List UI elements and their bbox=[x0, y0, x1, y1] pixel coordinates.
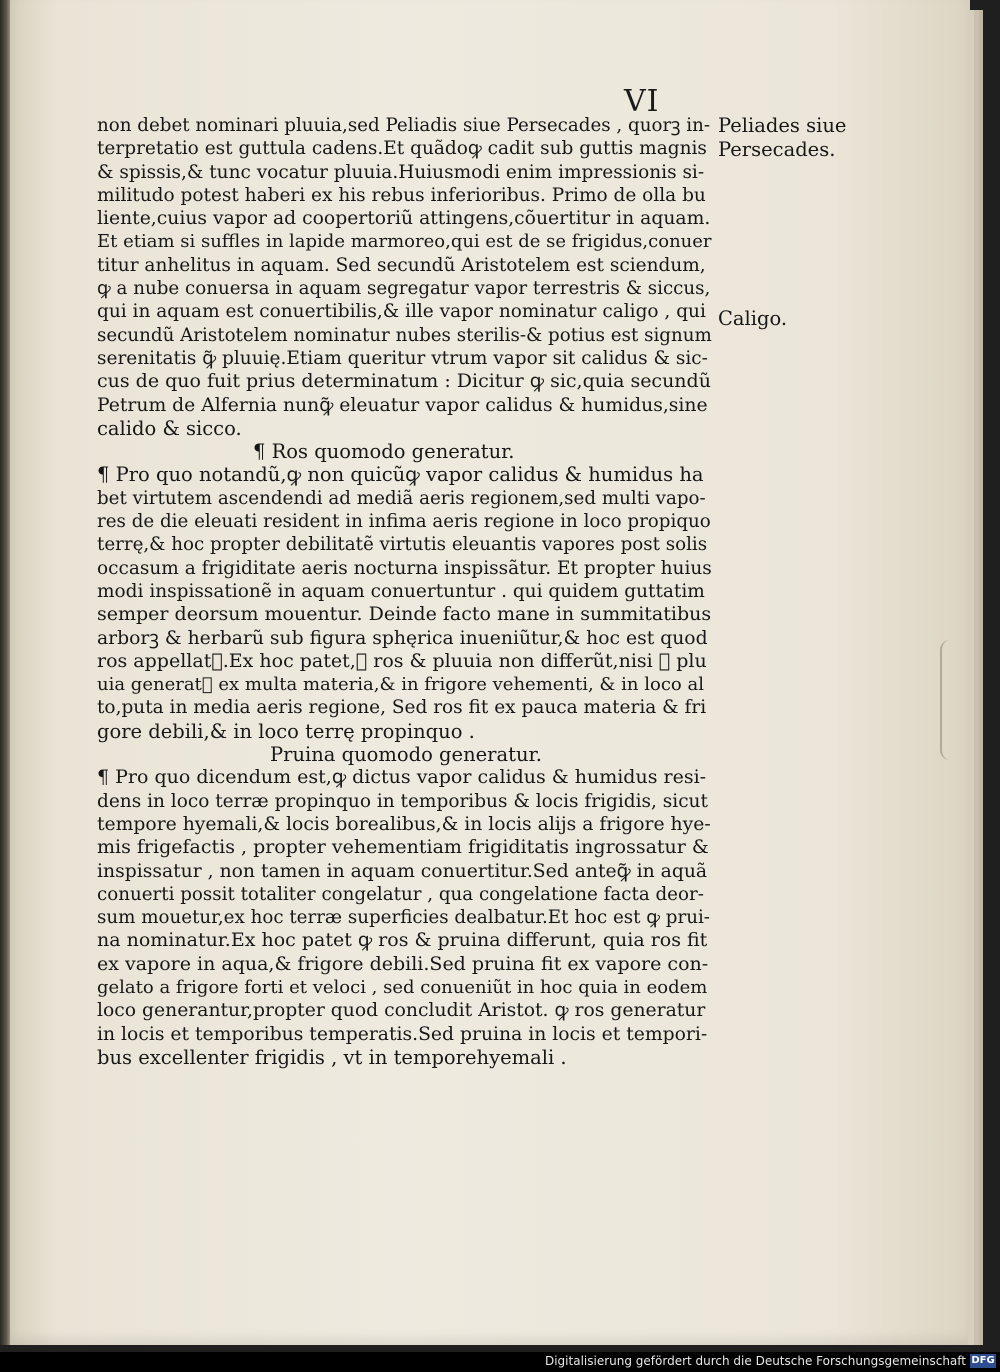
text-line: titur anhelitus in aquam. Sed secundũ Aristotelem est sciendum, bbox=[97, 254, 706, 276]
folio-number: VI bbox=[624, 84, 660, 119]
text-line: loco generantur,propter quod concludit Aristot. ꝙ ros generatur bbox=[97, 1000, 706, 1022]
text-line: ex vapore in aqua,& frigore debili.Sed pruina fit ex vapore con- bbox=[97, 952, 709, 975]
text-line: ros appellatᷓ.Ex hoc patet,ꝙ ros & pluuia non differũt,nisi ꝙ plu bbox=[97, 649, 707, 672]
text-line: non debet nominari pluuia,sed Peliadis siue Persecades , quorꝫ in- bbox=[97, 115, 711, 136]
section-heading: Pruina quomodo generatur. bbox=[270, 743, 542, 767]
text-line: dens in loco terræ propinquo in temporibus & locis frigidis, sicut bbox=[97, 790, 708, 812]
text-line: conuerti possit totaliter congelatur , qua congelatione facta deor- bbox=[97, 883, 704, 905]
text-line: gore debili,& in loco terrę propinquo . bbox=[97, 719, 475, 743]
text-line: ¶ Pro quo dicendum est,ꝙ dictus vapor calidus & humidus resi- bbox=[97, 766, 707, 789]
text-line: ¶ Pro quo notandũ,ꝙ non quicũꝙ vapor calidus & humidus ha bbox=[97, 463, 704, 487]
section-heading: ¶ Ros quomodo generatur. bbox=[253, 440, 515, 464]
text-line: bus excellenter frigidis , vt in temporehyemali . bbox=[97, 1045, 567, 1069]
text-line: cus de quo fuit prius determinatum : Dicitur ꝙ sic,quia secundũ bbox=[97, 370, 711, 393]
text-line: calido & sicco. bbox=[97, 416, 242, 440]
text-line: secundũ Aristotelem nominatur nubes sterilis-& potius est signum bbox=[97, 324, 712, 346]
text-line: na nominatur.Ex hoc patet ꝙ ros & pruina differunt, quia ros fit bbox=[97, 929, 708, 952]
text-line: tempore hyemali,& locis borealibus,& in locis alijs a frigore hye- bbox=[97, 813, 711, 835]
text-line: mis frigefactis , propter vehementiam frigiditatis ingrossatur & bbox=[97, 836, 709, 859]
text-block bbox=[97, 114, 712, 1069]
page-fold-mark bbox=[940, 640, 962, 760]
text-line: sum mouetur,ex hoc terræ superficies dealbatur.Et hoc est ꝙ prui- bbox=[97, 907, 710, 929]
text-line: Et etiam si suffles in lapide marmoreo,qui est de se frigidus,conuer bbox=[97, 231, 712, 253]
text-line: bet virtutem ascendendi ad mediã aeris regionem,sed multi vapo- bbox=[97, 487, 706, 509]
page-edge bbox=[979, 10, 983, 1345]
text-line: Petrum de Alfernia nunꝙ̃ eleuatur vapor calidus & humidus,sine bbox=[97, 394, 708, 416]
funding-credit: Digitalisierung gefördert durch die Deutsche Forschungsgemeinschaft bbox=[544, 1354, 966, 1368]
text-line: liente,cuius vapor ad coopertoriũ attingens,cõuertitur in aquam. bbox=[97, 208, 711, 230]
text-line: militudo potest haberi ex his rebus inferioribus. Primo de olla bu bbox=[97, 184, 706, 206]
margin-note: Caligo. bbox=[718, 307, 788, 330]
text-line: ꝙ a nube conuersa in aquam segregatur vapor terrestris & siccus, bbox=[97, 278, 711, 300]
text-line: gelato a frigore forti et veloci , sed conueniũt in hoc quia in eodem bbox=[97, 976, 708, 998]
dfg-logo[interactable]: DFG bbox=[971, 1355, 995, 1366]
text-line: uia generatᷓ ex multa materia,& in frigore vehementi, & in loco al bbox=[97, 674, 704, 696]
margin-note: Peliades siue bbox=[718, 114, 847, 137]
text-line: terpretatio est guttula cadens.Et quãdoꝙ cadit sub guttis magnis bbox=[97, 138, 707, 160]
text-line: in locis et temporibus temperatis.Sed pruina in locis et tempori- bbox=[97, 1023, 708, 1045]
footer-bar bbox=[0, 1352, 1000, 1372]
margin-note: Persecades. bbox=[718, 138, 836, 161]
text-line: & spissis,& tunc vocatur pluuia.Huiusmodi enim impressionis si- bbox=[97, 161, 705, 183]
text-line: qui in aquam est conuertibilis,& ille vapor nominatur caligo , qui bbox=[97, 301, 706, 323]
text-line: modi inspissationẽ in aquam conuertuntur . qui quidem guttatim bbox=[97, 580, 705, 602]
text-line: serenitatis ꝙ̃ pluuię.Etiam queritur vtrum vapor sit calidus & sic- bbox=[97, 347, 708, 369]
text-line: semper deorsum mouentur. Deinde facto mane in summitatibus bbox=[97, 603, 712, 626]
text-line: res de die eleuati resident in infima aeris regione in loco propiquo bbox=[97, 511, 711, 533]
text-line: arborꝫ & herbarũ sub figura sphęrica inueniũtur,& hoc est quod bbox=[97, 627, 708, 649]
text-line: occasum a frigiditate aeris nocturna inspissãtur. Et propter huius bbox=[97, 557, 712, 579]
text-line: to,puta in media aeris regione, Sed ros fit ex pauca materia & fri bbox=[97, 697, 707, 719]
text-line: terrę,& hoc propter debilitatẽ virtutis eleuantis vapores post solis bbox=[97, 534, 708, 556]
text-line: inspissatur , non tamen in aquam conuertitur.Sed anteꝙ̃ in aquã bbox=[97, 860, 708, 882]
